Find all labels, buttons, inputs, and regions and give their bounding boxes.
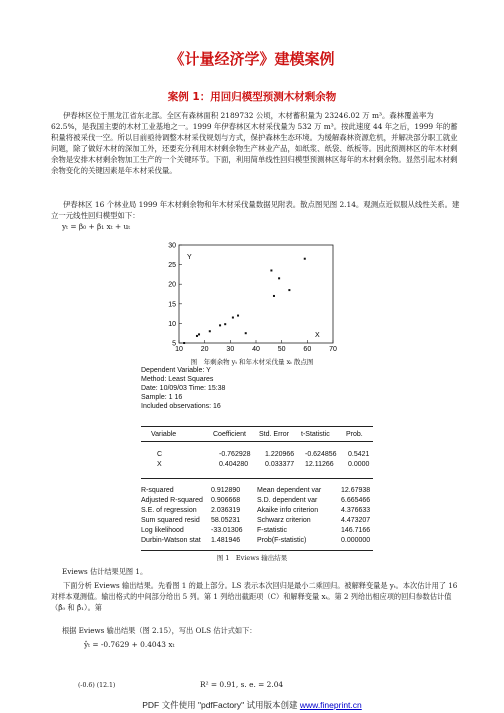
scatter-point xyxy=(209,330,211,332)
y-tick-label: 10 xyxy=(168,320,176,328)
output-header-line: Method: Least Squares xyxy=(141,376,214,383)
x-axis-marker: X xyxy=(315,332,320,339)
coefficient-cell: 0.404280 xyxy=(219,461,249,468)
x-tick-label: 50 xyxy=(277,346,286,353)
statistics-cell: Sum squared resid xyxy=(141,517,200,524)
scatter-point xyxy=(278,277,280,279)
statistics-cell: S.E. of regression xyxy=(141,507,197,514)
scatter-point xyxy=(304,258,306,260)
scatter-point xyxy=(183,342,185,344)
statistics-cell: 1.481946 xyxy=(211,537,241,544)
coefficient-cell: -0.624856 xyxy=(305,451,337,458)
x-tick-label: 40 xyxy=(252,346,260,353)
result-note: Eviews 估计结果见图 1。 xyxy=(62,567,148,576)
coefficient-cell: 12.11266 xyxy=(305,461,334,468)
statistics-cell: Adjusted R-squared xyxy=(141,497,203,504)
statistics-cell: 0.000000 xyxy=(341,537,371,544)
statistics-row xyxy=(141,496,373,505)
scatter-point xyxy=(198,333,200,335)
output-header-line: Date: 10/09/03 Time: 15:38 xyxy=(141,385,226,392)
scatter-point xyxy=(232,317,234,319)
statistics-row xyxy=(141,516,373,525)
coef-column-header: Std. Error xyxy=(259,431,289,438)
x-tick-label: 20 xyxy=(200,346,209,353)
coefficient-cell: 0.5421 xyxy=(348,451,370,458)
statistics-cell: 0.912890 xyxy=(211,487,241,494)
case-subtitle: 案例 1：用回归模型预测木材剩余物 xyxy=(167,91,337,103)
statistics-cell: 2.036319 xyxy=(211,507,241,514)
x-tick-label: 10 xyxy=(175,346,183,353)
t-statistics: (-0.6) (12.1) xyxy=(78,682,116,689)
document-title: 《计量经济学》建模案例 xyxy=(169,50,335,68)
output-header-line: Dependent Variable: Y xyxy=(141,367,211,374)
statistics-cell: Schwarz criterion xyxy=(257,517,311,524)
statistics-cell: 12.67938 xyxy=(341,487,371,494)
fit-statistics: R² = 0.91, s. e. = 2.04 xyxy=(200,680,284,689)
statistics-cell: 4.473207 xyxy=(341,517,371,524)
scatter-point xyxy=(237,315,239,317)
scatter-point xyxy=(219,324,221,326)
analysis-paragraph: 下面分析 Eviews 输出结果。先看图 1 的最上部分。LS 表示本次回归是最小二乘回归。被解释变量是 yₜ。本次估计用了 16 对样本观测值。输出格式的中间部分给出 5 列。第 1 列给出截距项（C）和解释变量 xₜ。第 2 列给出相应项的回归参数估计值（β̂₀ 和 β̂₁）。第 xyxy=(51,581,458,612)
scatter-plot xyxy=(165,241,337,353)
scatter-point xyxy=(270,269,272,271)
x-tick-label: 70 xyxy=(329,346,337,353)
statistics-cell: Log likelihood xyxy=(141,527,184,534)
coef-column-header: Prob. xyxy=(346,431,363,438)
ols-intro: 根据 Eviews 输出结果（图 2.15），写出 OLS 估计式如下： xyxy=(62,626,257,635)
output-header-line: Included observations: 16 xyxy=(141,403,221,410)
plot-frame xyxy=(179,245,333,343)
scatter-point xyxy=(224,323,226,325)
ols-equation: ŷₜ = -0.7629 + 0.4043 xₜ xyxy=(84,640,175,649)
data-paragraph: 伊春林区 16 个林业局 1999 年木材剩余物和年木材采伐量数据见附表。散点图见图 2.14。观测点近似服从线性关系。建立一元线性回归模型如下： xyxy=(51,200,460,220)
coefficient-cell: C xyxy=(157,451,163,458)
scatter-point xyxy=(196,335,198,337)
x-tick-label: 60 xyxy=(303,346,312,353)
model-formula: yₜ = β₀ + β₁ xₜ + uₜ xyxy=(62,222,131,231)
y-tick-label: 30 xyxy=(168,242,176,250)
coef-column-header: Coefficient xyxy=(213,431,246,438)
statistics-cell: 4.376633 xyxy=(341,507,371,514)
coefficient-cell: 0.033377 xyxy=(265,461,295,468)
y-tick-label: 25 xyxy=(168,262,176,270)
intro-paragraph: 伊春林区位于黑龙江省东北部。全区有森林面积 2189732 公顷，木材蓄积量为 23246.02 万 m³。森林覆盖率为 62.5%，是我国主要的木材工业基地之一。1999 年伊春林区木材采伐量为 532 万 m³。按此速度 44 年之后，1999 年的蓄积量将被采伐一空。所以目前亟待调整木材采伐规划与方式，保护森林生态环境。为缓解森林资源危机，并解决部分职工就业问题，除了做好木材的深加工外，还要充分利用木材剩余物生产林业产品，如纸浆、纸袋、纸板等。因此预测林区的年木材剩余物是安排木材剩余物加工生产的一个关键环节。下面，利用简单线性回归模型预测林区每年的木材剩余物。显然引起木材剩余物变化的关键因素是年木材采伐量。 xyxy=(51,111,458,175)
y-tick-label: 20 xyxy=(168,281,176,289)
y-tick-label: 15 xyxy=(168,301,176,309)
statistics-row xyxy=(141,526,373,535)
statistics-cell: R-squared xyxy=(141,487,174,494)
eviews-caption: 图 1 Eviews 输出结果 xyxy=(216,554,288,562)
output-header-line: Sample: 1 16 xyxy=(141,394,183,401)
y-tick-label: 5 xyxy=(172,340,176,348)
footer-link[interactable]: www.fineprint.cn xyxy=(299,700,362,710)
coef-column-header: t-Statistic xyxy=(301,431,330,438)
statistics-cell: 146.7166 xyxy=(341,527,371,534)
statistics-row xyxy=(141,506,373,515)
pdf-footer xyxy=(0,699,504,711)
coefficient-row xyxy=(141,460,373,469)
eviews-output xyxy=(141,366,373,551)
scatter-point xyxy=(245,332,247,334)
statistics-cell: -33.01306 xyxy=(211,527,243,534)
coef-column-header: Variable xyxy=(151,431,177,438)
statistics-cell: F-statistic xyxy=(257,527,287,534)
statistics-cell: Prob(F-statistic) xyxy=(257,537,307,544)
scatter-caption: 图 年剩余物 yₜ 和年木材采伐量 xₜ 散点图 xyxy=(190,358,314,366)
coefficient-cell: 0.0000 xyxy=(348,461,370,468)
statistics-row xyxy=(141,536,373,545)
footer-text: PDF 文件使用 "pdfFactory" 试用版本创建 xyxy=(142,700,300,710)
statistics-cell: S.D. dependent var xyxy=(257,497,318,504)
scatter-point xyxy=(288,289,290,291)
coefficient-row xyxy=(141,450,373,459)
statistics-cell: Mean dependent var xyxy=(257,487,322,494)
statistics-row xyxy=(141,486,373,495)
scatter-point xyxy=(273,295,275,297)
coefficient-header xyxy=(141,430,373,439)
statistics-cell: 0.906668 xyxy=(211,497,241,504)
statistics-cell: Akaike info criterion xyxy=(257,507,319,514)
coefficient-cell: X xyxy=(157,461,162,468)
y-axis-marker: Y xyxy=(187,254,192,261)
statistics-cell: 58.05231 xyxy=(211,517,241,524)
statistics-cell: Durbin-Watson stat xyxy=(141,537,201,544)
statistics-cell: 6.665466 xyxy=(341,497,371,504)
coefficient-cell: 1.220966 xyxy=(265,451,295,458)
coefficient-cell: -0.762928 xyxy=(219,451,251,458)
x-tick-label: 30 xyxy=(226,346,235,353)
